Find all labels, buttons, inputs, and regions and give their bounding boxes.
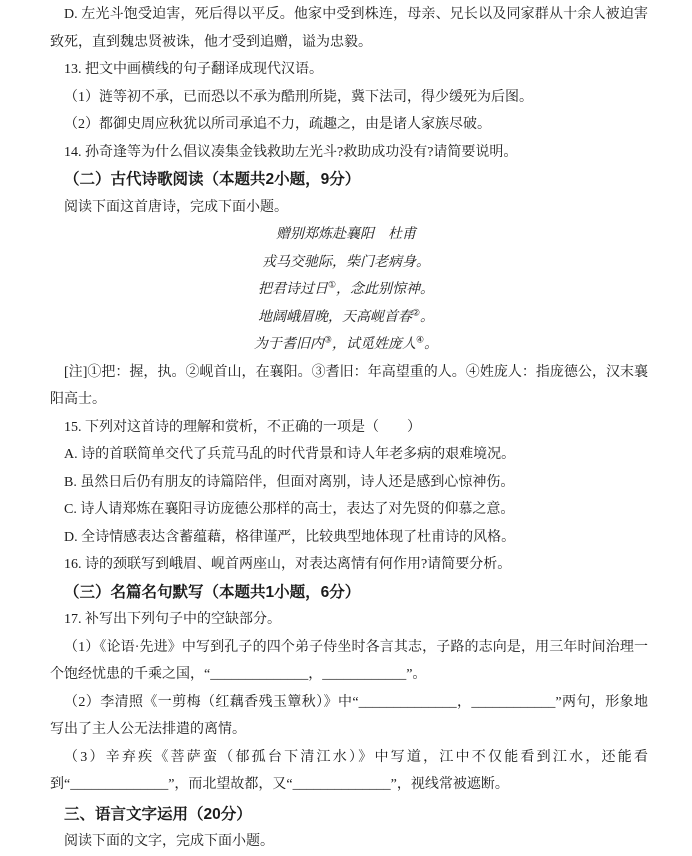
section-heading-language-use: 三、语言文字运用（20分）: [64, 805, 252, 823]
poem-line-3: 地阔峨眉晚，天高岘首春②。: [257, 307, 435, 325]
question-17-part1: （1）《论语·先进》中写到孔子的四个弟子侍坐时各言其志，子路的志向是，用三年时间治理一个饱经忧患的千乘之国，“______________，____________”。: [50, 639, 648, 682]
language-reading-intro: 阅读下面的文字，完成下面小题。: [64, 834, 274, 849]
question-16: 16. 诗的颈联写到峨眉、岘首两座山，对表达离情有何作用?请简要分析。: [64, 557, 512, 572]
poem-title-text: 赠别郑炼赴襄阳 杜甫: [276, 226, 416, 242]
question-15-option-d: D. 全诗情感表达含蓄蕴藉，格律谨严，比较典型地体现了杜甫诗的风格。: [64, 529, 516, 545]
poem-line-2: 把君诗过日①，念此别惊神。: [257, 280, 435, 297]
question-13-stem: 13. 把文中画横线的句子翻译成现代汉语。: [64, 62, 323, 77]
poem-line-4: 为于耆旧内③，试觅姓庞人④。: [253, 335, 439, 352]
poem-block: [0, 221, 692, 359]
question-17-stem: 17. 补写出下列句子中的空缺部分。: [64, 612, 281, 627]
question-14: 14. 孙奇逢等为什么倡议凑集金钱救助左光斗?救助成功没有?请简要说明。: [64, 144, 518, 160]
poem-intro: 阅读下面这首唐诗，完成下面小题。: [64, 199, 288, 215]
option-d-paragraph: D. 左光斗饱受迫害，死后得以平反。他家中受到株连，母亲、兄长以及同家群从十余人被迫害致死，直到魏忠贤被诛，他才受到追赠，谥为忠毅。: [50, 7, 648, 50]
question-17-part2: （2）李清照《一剪梅（红藕香残玉簟秋）》中“______________，____________”两句，形象地写出了主人公无法排遣的离情。: [50, 694, 648, 737]
section-heading-dictation: （三）名篇名句默写（本题共1小题，6分）: [64, 583, 361, 601]
poem-footnote-marker-3: ③: [323, 335, 332, 346]
question-13-part1: （1）涟等初不承，已而恐以不承为酷刑所毙，冀下法司，得少缓死为后图。: [64, 89, 533, 105]
section-heading-poetry-reading: （二）古代诗歌阅读（本题共2小题，9分）: [64, 171, 361, 188]
question-15-stem: 15. 下列对这首诗的理解和赏析，不正确的一项是（ ）: [64, 419, 421, 435]
question-15-option-c: C. 诗人请郑炼在襄阳寻访庞德公那样的高士，表达了对先贤的仰慕之意。: [64, 502, 515, 517]
poem-footnote-marker-4: ④: [416, 335, 425, 346]
question-15-option-b: B. 虽然日后仍有朋友的诗篇陪伴，但面对离别，诗人还是感到心惊神伤。: [64, 474, 515, 490]
poem-annotations: [注]①把：握，执。②岘首山，在襄阳。③耆旧：年高望重的人。④姓庞人：指庞德公，汉末襄阳高士。: [50, 364, 648, 407]
question-13-part2: （2）都御史周应秋犹以所司承追不力，疏趣之，由是诸人家族尽破。: [64, 117, 491, 132]
poem-footnote-marker-1: ①: [327, 280, 337, 291]
poem-footnote-marker-2: ②: [411, 307, 421, 318]
question-17-part3: （3）辛弃疾《菩萨蛮（郁孤台下清江水）》中写道，江中不仅能看到江水，还能看到“______________”，而北望故都，又“______________”，视线常被遮断。: [50, 749, 648, 792]
question-15-option-a: A. 诗的首联简单交代了兵荒马乱的时代背景和诗人年老多病的艰难境况。: [64, 447, 516, 462]
poem-title: [0, 221, 692, 249]
poem-line-1: 戎马交驰际，柴门老病身。: [262, 253, 430, 270]
